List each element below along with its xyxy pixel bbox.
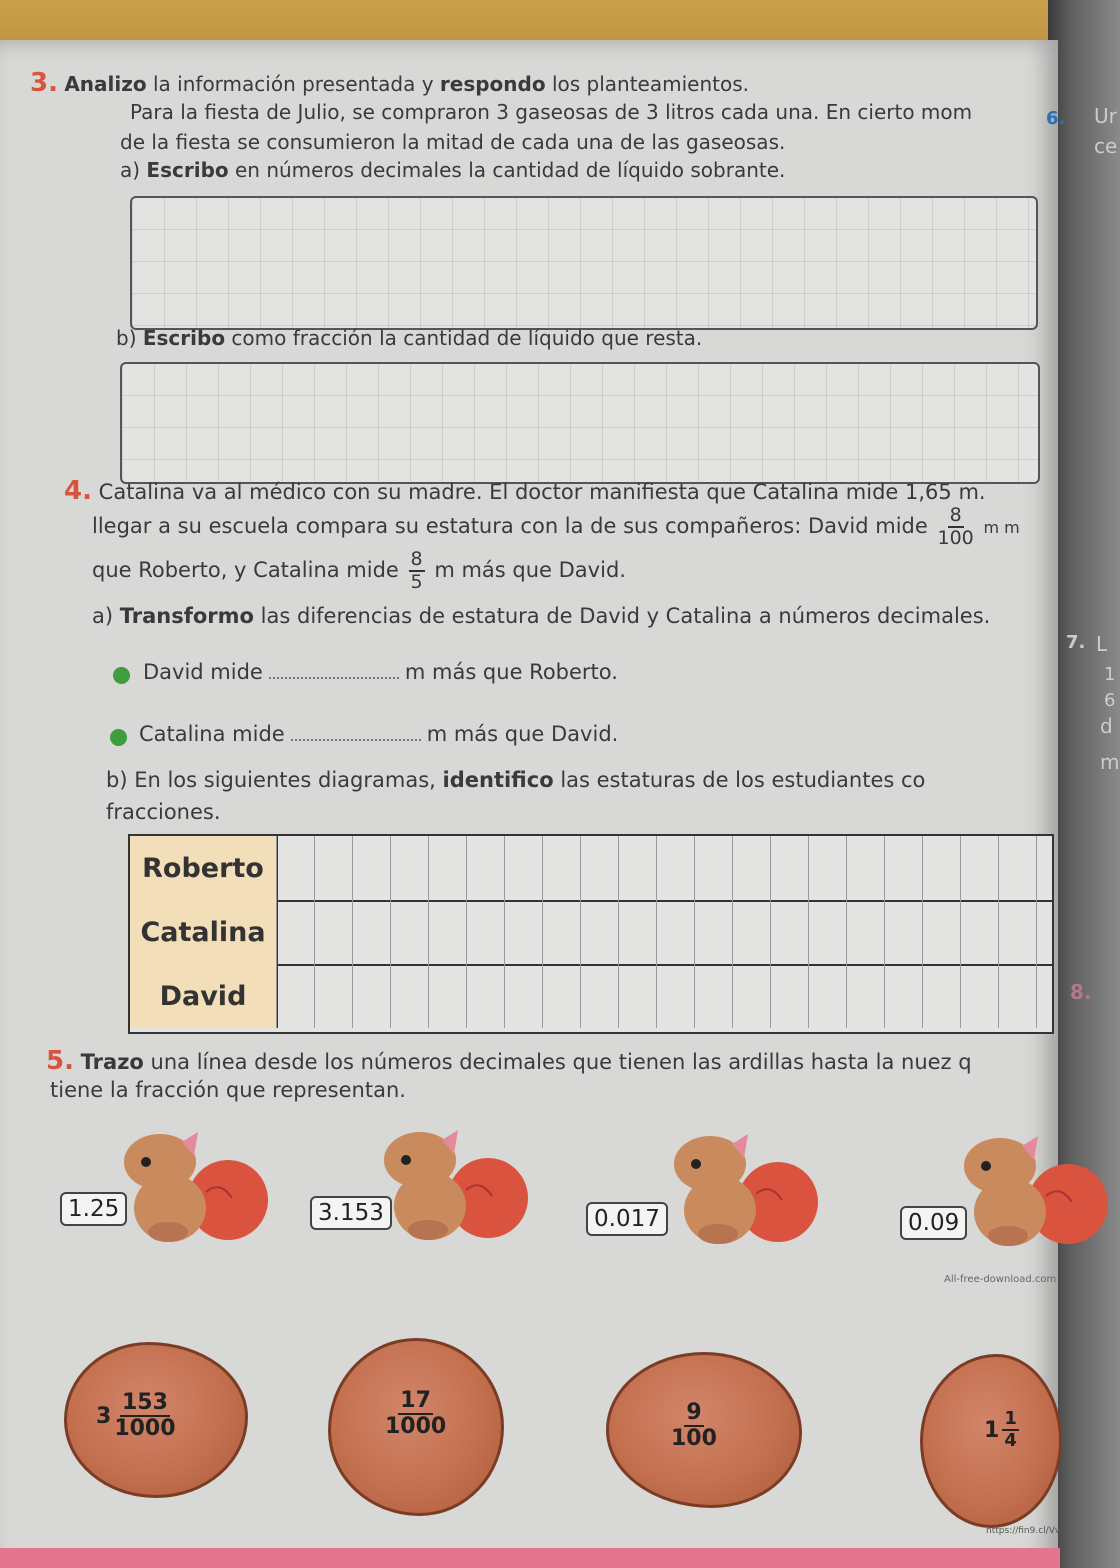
ex5-number: 5.	[46, 1046, 74, 1076]
grid-cell[interactable]	[656, 964, 695, 1028]
grid-cell[interactable]	[960, 836, 999, 900]
grid-cell[interactable]	[808, 836, 847, 900]
grid-cell[interactable]	[998, 836, 1037, 900]
grid-cell[interactable]	[846, 836, 885, 900]
grid-cell[interactable]	[1036, 836, 1075, 900]
row-label-david: David	[130, 964, 278, 1028]
grid-cell[interactable]	[770, 836, 809, 900]
ex4-number: 4.	[64, 476, 92, 506]
side-ex7-text-d: d	[1100, 714, 1113, 738]
grid-cell[interactable]	[466, 836, 505, 900]
grid-cell[interactable]	[390, 900, 429, 964]
grid-cell[interactable]	[694, 836, 733, 900]
grid-cell[interactable]	[580, 964, 619, 1028]
nut-4-fraction: 1 $\frac{1}{4}$	[984, 1408, 1017, 1451]
grid-cell[interactable]	[884, 836, 923, 900]
row-label-catalina: Catalina	[130, 900, 278, 964]
ex3-line2: de la fiesta se consumieron la mitad de cada una de las gaseosas.	[120, 130, 786, 154]
squirrel-3[interactable]	[660, 1124, 820, 1254]
squirrel-2-decimal: 3.153	[310, 1196, 392, 1230]
grid-cell[interactable]	[352, 900, 391, 964]
squirrel-1[interactable]	[110, 1122, 270, 1252]
side-ex6-number: 6.	[1046, 108, 1066, 129]
nut-1-fraction: 3 $\frac{153}{1000}$	[96, 1390, 176, 1441]
grid-cell[interactable]	[542, 900, 581, 964]
side-ex7-text-a: L	[1096, 632, 1108, 656]
grid-cell[interactable]	[732, 964, 771, 1028]
footer-url: https://fin9.cl/Vvs	[986, 1526, 1065, 1536]
ex4-line1: 4. Catalina va al médico con su madre. El doctor manifiesta que Catalina mide 1,65 m.	[64, 476, 986, 506]
book-spine	[1048, 0, 1120, 1568]
grid-cell[interactable]	[656, 900, 695, 964]
squirrel-1-decimal: 1.25	[60, 1192, 127, 1226]
grid-cell[interactable]	[732, 900, 771, 964]
grid-cell[interactable]	[466, 964, 505, 1028]
grid-cell[interactable]	[504, 836, 543, 900]
table-row-david	[130, 964, 1052, 1028]
ex3-question-a: a) Escribo en números decimales la cantidad de líquido sobrante.	[120, 158, 786, 182]
grid-cell[interactable]	[922, 964, 961, 1028]
ex4-question-a: a) Transformo las diferencias de estatura de David y Catalina a números decimales.	[92, 604, 991, 628]
ex4-question-b-cont: fracciones.	[106, 800, 221, 824]
squirrel-2[interactable]	[370, 1120, 530, 1250]
grid-cell[interactable]	[276, 900, 315, 964]
grid-cell[interactable]	[694, 900, 733, 964]
bullet-catalina	[110, 729, 127, 746]
grid-cell[interactable]	[428, 900, 467, 964]
side-ex6-text-a: Ur	[1094, 104, 1117, 128]
nut-3-fraction: $\frac{9}{100}$	[671, 1400, 717, 1451]
grid-cell[interactable]	[314, 836, 353, 900]
image-credit: All-free-download.com	[944, 1274, 1057, 1285]
grid-cell[interactable]	[770, 964, 809, 1028]
grid-cell[interactable]	[542, 836, 581, 900]
side-ex7-number: 7.	[1066, 632, 1086, 653]
ex4-line2: llegar a su escuela compara su estatura con la de sus compañeros: David mide $\frac{8}{100}$ m m	[92, 504, 1020, 549]
ex3-line1: Para la fiesta de Julio, se compraron 3 gaseosas de 3 litros cada una. En cierto mom	[130, 100, 973, 124]
grid-cell[interactable]	[428, 836, 467, 900]
grid-cell[interactable]	[846, 964, 885, 1028]
grid-cell[interactable]	[618, 900, 657, 964]
grid-cell[interactable]	[314, 900, 353, 964]
squirrel-4[interactable]	[950, 1126, 1110, 1256]
table-row-catalina	[130, 900, 1052, 966]
grid-cell[interactable]	[770, 900, 809, 964]
grid-cell[interactable]	[580, 836, 619, 900]
grid-cell[interactable]	[276, 964, 315, 1028]
ex3-number: 3.	[30, 68, 58, 98]
squirrel-4-decimal: 0.09	[900, 1206, 967, 1240]
grid-cell[interactable]	[466, 900, 505, 964]
grid-cell[interactable]	[1036, 900, 1075, 964]
grid-cell[interactable]	[998, 900, 1037, 964]
ex5-line1: 5. Trazo una línea desde los números decimales que tienen las ardillas hasta la nuez q	[46, 1046, 972, 1076]
height-diagram-table	[128, 834, 1054, 1034]
ex3-title: 3. Analizo la información presentada y respondo los planteamientos.	[30, 68, 749, 98]
grid-cell[interactable]	[504, 900, 543, 964]
grid-cell[interactable]	[808, 900, 847, 964]
page-bottom-band	[0, 1548, 1060, 1568]
grid-cell[interactable]	[504, 964, 543, 1028]
grid-cell[interactable]	[922, 836, 961, 900]
bullet-david	[113, 667, 130, 684]
grid-cell[interactable]	[390, 836, 429, 900]
grid-cell[interactable]	[846, 900, 885, 964]
fraction-catalina: $\frac{8}{5}$	[410, 548, 423, 593]
grid-cell[interactable]	[998, 964, 1037, 1028]
ex3-answer-box-a[interactable]	[130, 196, 1038, 330]
grid-cell[interactable]	[542, 964, 581, 1028]
ex5-line2: tiene la fracción que representan.	[50, 1078, 406, 1102]
grid-cell[interactable]	[656, 836, 695, 900]
fraction-david: $\frac{8}{100}$	[937, 504, 974, 549]
grid-cell[interactable]	[922, 900, 961, 964]
ex4-bullet-catalina: Catalina mide m más que David.	[139, 722, 619, 746]
ex4-line3: que Roberto, y Catalina mide $\frac{8}{5}$ m más que David.	[92, 548, 626, 593]
grid-cell[interactable]	[960, 900, 999, 964]
side-ex7-text-e: m	[1100, 750, 1120, 774]
grid-cell[interactable]	[808, 964, 847, 1028]
ex3-question-b: b) Escribo como fracción la cantidad de líquido que resta.	[116, 326, 703, 350]
grid-cell[interactable]	[352, 836, 391, 900]
grid-cell[interactable]	[618, 964, 657, 1028]
row-label-roberto: Roberto	[130, 836, 278, 900]
grid-cell[interactable]	[428, 964, 467, 1028]
grid-cell[interactable]	[352, 964, 391, 1028]
grid-cell[interactable]	[732, 836, 771, 900]
squirrel-3-decimal: 0.017	[586, 1202, 668, 1236]
side-ex8-number: 8.	[1070, 980, 1092, 1004]
side-ex7-text-c: 6	[1104, 690, 1116, 711]
grid-cell[interactable]	[618, 836, 657, 900]
side-ex7-text-b: 1	[1104, 664, 1116, 685]
ex4-bullet-david: David mide m más que Roberto.	[143, 660, 618, 684]
answer-line-catalina[interactable]	[291, 739, 421, 741]
ex4-question-b: b) En los siguientes diagramas, identifico las estaturas de los estudiantes co	[106, 768, 926, 792]
nut-2-fraction: $\frac{17}{1000}$	[385, 1388, 447, 1439]
grid-cell[interactable]	[276, 836, 315, 900]
side-ex6-text-b: ce	[1094, 134, 1118, 158]
grid-cell[interactable]	[694, 964, 733, 1028]
grid-cell[interactable]	[884, 964, 923, 1028]
grid-cell[interactable]	[390, 964, 429, 1028]
grid-cell[interactable]	[960, 964, 999, 1028]
grid-cell[interactable]	[884, 900, 923, 964]
grid-cell[interactable]	[314, 964, 353, 1028]
ex3-answer-box-b[interactable]	[120, 362, 1040, 484]
answer-line-david[interactable]	[269, 677, 399, 679]
table-row-roberto	[130, 836, 1052, 902]
grid-cell[interactable]	[580, 900, 619, 964]
